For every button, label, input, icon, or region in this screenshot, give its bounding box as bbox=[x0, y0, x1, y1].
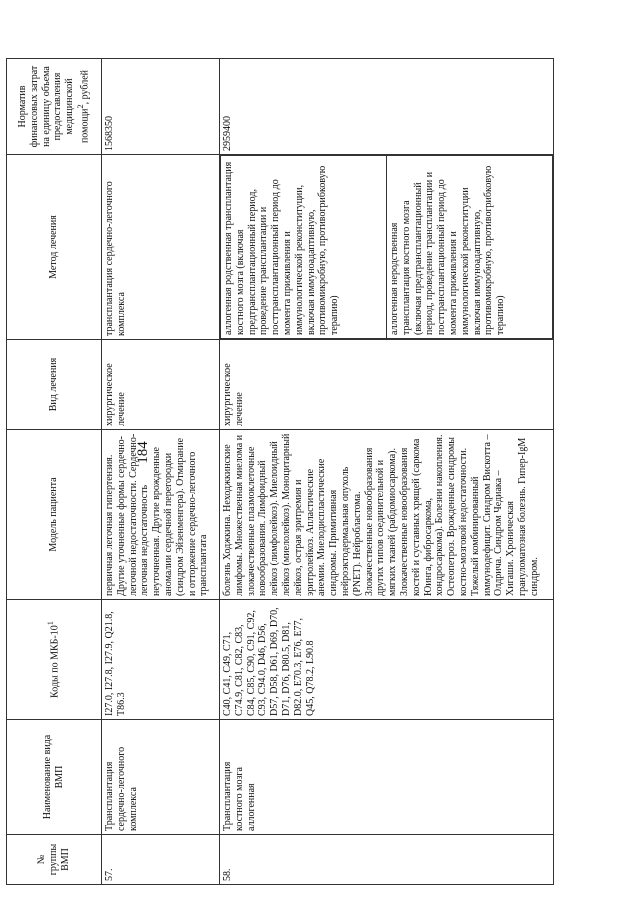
table-row bbox=[102, 59, 220, 885]
cell-treatment-type: хирургическое лечение bbox=[102, 340, 220, 430]
header-norm bbox=[7, 59, 102, 155]
cell-group: 58. bbox=[220, 835, 554, 885]
header-codes-footnote: 1 bbox=[46, 621, 56, 626]
header-model: Модель пациента bbox=[7, 430, 102, 600]
cell-method: трансплантация сердечно-легочного комплекса bbox=[102, 155, 220, 340]
cell-codes: C40, C41, C49, C71, C74.9, C81, C82, C83, C84, C85, C90, C91, C92, C93, C94.0, D46, D56, D57, D58, D61, D69, D70, D71, D76, D80.5, D81, D82.0, E70.3, E76, E77, Q45, Q78.2, L90.8 bbox=[220, 600, 554, 720]
cell-group: 57. bbox=[102, 835, 220, 885]
cell-method bbox=[220, 155, 554, 340]
method-item bbox=[387, 156, 553, 339]
cell-norm: 2959400 bbox=[220, 59, 554, 155]
header-norm-label: Норматив финансовых затрат на единицу объема предоставления медицинской помощи bbox=[16, 65, 91, 148]
vmp-table bbox=[6, 58, 554, 885]
method-item bbox=[221, 156, 387, 339]
cell-type: Трансплантация костного мозга аллогенная bbox=[220, 720, 554, 835]
header-method: Метод лечения bbox=[7, 155, 102, 340]
method-text: аллогенная неродственная трансплантация костного мозга (включая предтрансплантационный период, проведение трансплантации и посттрансплантационный период до момента приживления и иммунологической реконституции включая иммуноадаптивную, противомикробную, противогрибковую терапию) bbox=[387, 156, 553, 339]
cell-codes: I27.0, I27.8, I27.9, Q21.8, T86.3 bbox=[102, 600, 220, 720]
header-codes-label: Коды по МКБ-10 bbox=[49, 625, 61, 698]
method-list bbox=[220, 155, 553, 339]
header-group: № группы ВМП bbox=[7, 835, 102, 885]
table-row bbox=[220, 59, 554, 885]
header-type: Наименование вида ВМП bbox=[7, 720, 102, 835]
method-text: аллогенная родственная трансплантация костного мозга (включая предтрансплантационный период, проведение трансплантации и посттрансплантационный период до момента приживления и иммунологической реконституции, включая иммуноадаптивную, противомикробную, противогрибковую терапию) bbox=[221, 156, 387, 339]
header-norm-tail: , рублей bbox=[79, 69, 91, 105]
header-row bbox=[7, 59, 102, 885]
page-number: 184 bbox=[134, 441, 151, 464]
header-treatment-type: Вид лечения bbox=[7, 340, 102, 430]
cell-model: первичная легочная гипертензия. Другие уточненные формы сердечно-легочной недостаточности. Сердечно-легочная недостаточность неуточненная. Другие врожденные аномалии сердечной перегородки (синдром Эйзенменгера). Отмирание и отторжение сердечно-легочного трансплантата bbox=[102, 430, 220, 600]
cell-norm: 1568350 bbox=[102, 59, 220, 155]
cell-type: Трансплантация сердечно-легочного комплекса bbox=[102, 720, 220, 835]
header-norm-footnote: 2 bbox=[75, 104, 85, 109]
cell-treatment-type: хирургическое лечение bbox=[220, 340, 554, 430]
header-codes bbox=[7, 600, 102, 720]
cell-model: болезнь Ходжкина. Неходжкинские лимфомы. Множественная миелома и злокачественные плазмоклеточные новообразования. Лимфоидный лейкоз (лимфолейкоз). Миелоидный лейкоз (миелолейкоз). Моноцитарный лейкоз, острая эритремия и эритролейкоз. Апластические анемии. Миелодиспластические синдромы. Примитивная нейроэктодермальная опухоль (PNET). Нейробластома. Злокачественные новообразования других типов соединительной и мягких тканей (рабдомиосаркома). Злокачественные новообразования костей и суставных хрящей (саркома Юинга, фибросаркома, хондросаркома). Болезни накопления. Остеопетроз. Врожденные синдромы костно-мозговой недостаточности. Тяжелый комбинированный иммунодефицит. Синдром Вискотта – Олдрича. Синдром Чедиака – Хигаши. Хроническая грануломатозная болезнь. Гипер-IgM синдром. bbox=[220, 430, 554, 600]
rotated-page bbox=[0, 40, 570, 905]
